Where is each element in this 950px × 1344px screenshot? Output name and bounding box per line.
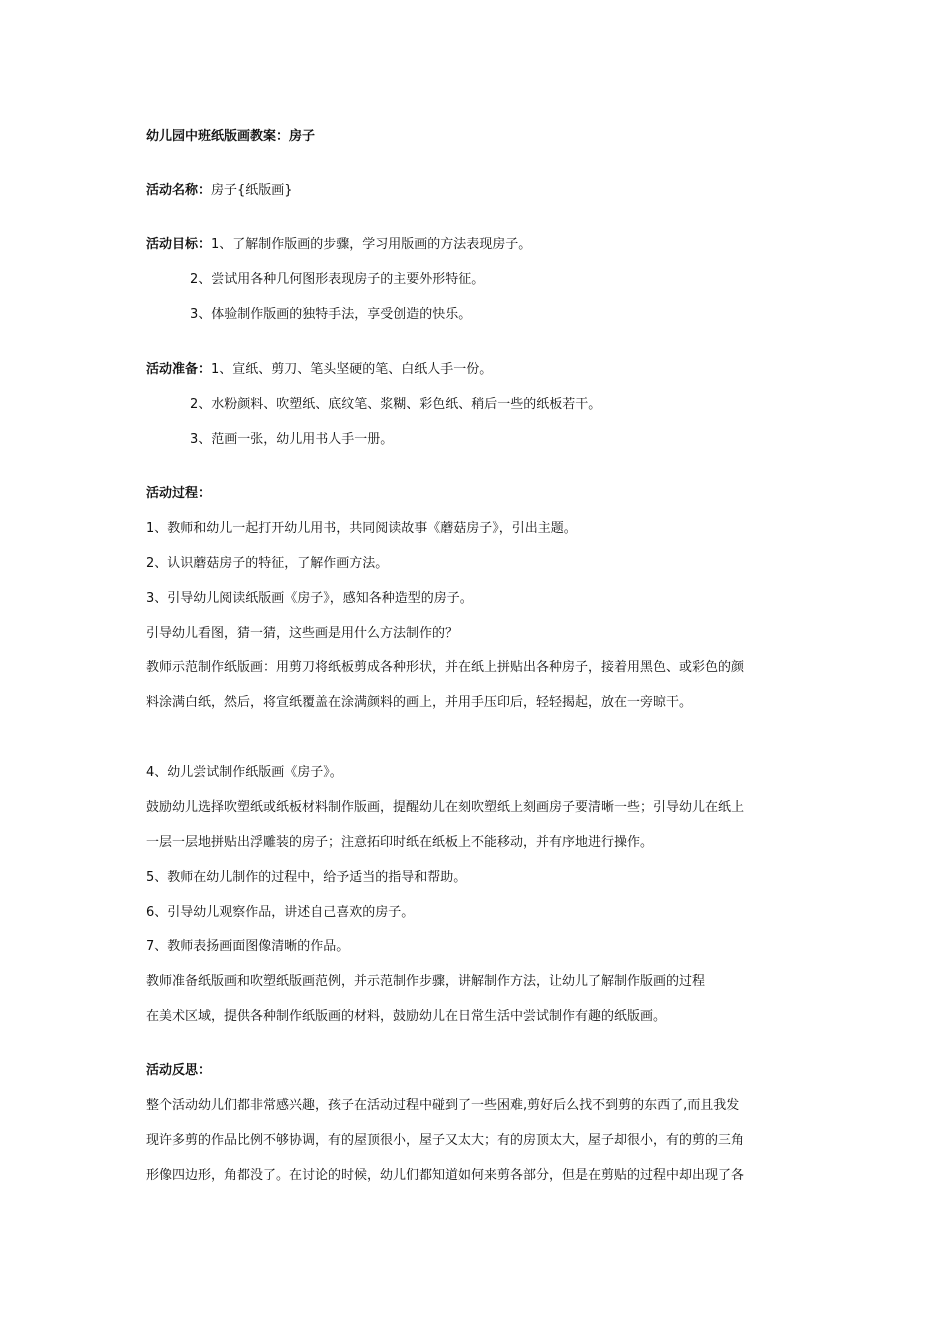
activity-name-value: 房子{纸版画} xyxy=(211,183,293,198)
prep-label: 活动准备： xyxy=(146,362,212,377)
goal-item: 3、体验制作版画的独特手法，享受创造的快乐。 xyxy=(190,307,472,322)
goal-item: 1、了解制作版画的步骤，学习用版画的方法表现房子。 xyxy=(211,237,532,252)
process-line: 料涂满白纸，然后，将宣纸覆盖在涂满颜料的画上，并用手压印后，轻轻揭起，放在一旁晾干。 xyxy=(146,695,693,710)
process-line: 3、引导幼儿阅读纸版画《房子》，感知各种造型的房子。 xyxy=(146,591,473,606)
process-line: 1、教师和幼儿一起打开幼儿用书，共同阅读故事《蘑菇房子》，引出主题。 xyxy=(146,521,577,536)
prep-row xyxy=(146,361,492,379)
process-line: 7、教师表扬画面图像清晰的作品。 xyxy=(146,939,350,954)
reflection-line: 现许多剪的作品比例不够协调，有的屋顶很小，屋子又太大；有的房顶太大，屋子却很小，有的剪的三角 xyxy=(146,1133,745,1148)
process-line: 一层一层地拼贴出浮雕装的房子；注意拓印时纸在纸板上不能移动，并有序地进行操作。 xyxy=(146,835,654,850)
process-line: 6、引导幼儿观察作品，讲述自己喜欢的房子。 xyxy=(146,905,415,920)
process-line: 教师准备纸版画和吹塑纸版画范例，并示范制作步骤，讲解制作方法，让幼儿了解制作版画的过程 xyxy=(146,974,706,989)
process-line: 4、幼儿尝试制作纸版画《房子》。 xyxy=(146,765,343,780)
reflection-line: 整个活动幼儿们都非常感兴趣，孩子在活动过程中碰到了一些困难,剪好后么找不到剪的东西了,而且我发 xyxy=(146,1098,740,1113)
activity-name-label: 活动名称： xyxy=(146,183,212,198)
activity-name-row xyxy=(146,182,293,200)
prep-item: 1、宣纸、剪刀、笔头坚硬的笔、白纸人手一份。 xyxy=(211,362,493,377)
process-line: 鼓励幼儿选择吹塑纸或纸板材料制作版画，提醒幼儿在刻吹塑纸上刻画房子要清晰一些；引导幼儿在纸上 xyxy=(146,800,745,815)
process-label: 活动过程： xyxy=(146,486,212,501)
process-line: 在美术区域，提供各种制作纸版画的材料，鼓励幼儿在日常生活中尝试制作有趣的纸版画。 xyxy=(146,1009,667,1024)
prep-item: 2、水粉颜料、吹塑纸、底纹笔、浆糊、彩色纸、稍后一些的纸板若干。 xyxy=(190,397,602,412)
process-line: 2、认识蘑菇房子的特征，了解作画方法。 xyxy=(146,556,389,571)
goal-item: 2、尝试用各种几何图形表现房子的主要外形特征。 xyxy=(190,272,485,287)
document-title: 幼儿园中班纸版画教案：房子 xyxy=(146,129,316,144)
goals-label: 活动目标： xyxy=(146,237,212,252)
prep-item: 3、范画一张，幼儿用书人手一册。 xyxy=(190,432,394,447)
process-line: 引导幼儿看图，猜一猜，这些画是用什么方法制作的？ xyxy=(146,626,459,641)
reflection-label: 活动反思： xyxy=(146,1063,212,1078)
process-line: 教师示范制作纸版画：用剪刀将纸板剪成各种形状，并在纸上拼贴出各种房子，接着用黑色、或彩色的颜 xyxy=(146,660,745,675)
reflection-line: 形像四边形，角都没了。在讨论的时候，幼儿们都知道如何来剪各部分，但是在剪贴的过程中却出现了各 xyxy=(146,1168,745,1183)
process-line: 5、教师在幼儿制作的过程中，给予适当的指导和帮助。 xyxy=(146,870,467,885)
goals-row xyxy=(146,236,531,254)
